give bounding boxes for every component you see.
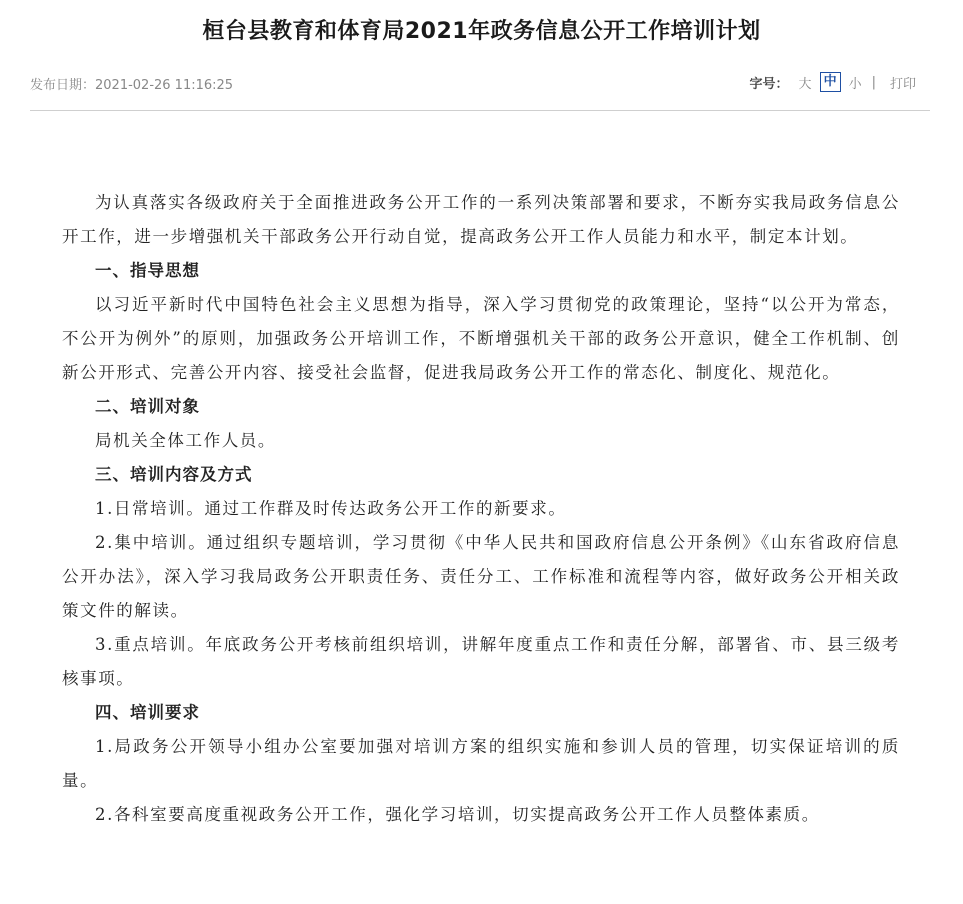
paragraph-requirements-2: 2.各科室要高度重视政务公开工作，强化学习培训，切实提高政务公开工作人员整体素质。 xyxy=(95,805,820,824)
paragraph-content-daily: 1.日常培训。通过工作群及时传达政务公开工作的新要求。 xyxy=(95,499,567,518)
print-link[interactable]: 打印 xyxy=(889,76,916,92)
toolbar-separator: | xyxy=(871,74,876,90)
article-meta-row xyxy=(30,72,930,94)
article-body xyxy=(62,186,900,832)
font-size-label: 字号： xyxy=(749,76,789,92)
paragraph-content-key: 3.重点培训。年底政务公开考核前组织培训，讲解年度重点工作和责任分解，部署省、市、县三级考核事项。 xyxy=(62,635,900,688)
paragraph-audience: 局机关全体工作人员。 xyxy=(95,431,276,450)
font-size-large-button[interactable]: 大 xyxy=(798,76,812,92)
paragraph-content-centralized: 2.集中培训。通过组织专题培训，学习贯彻《中华人民共和国政府信息公开条例》《山东省政府信息公开办法》，深入学习我局政务公开职责任务、责任分工、工作标准和流程等内容，做好政务公开相关政策文件的解读。 xyxy=(62,533,900,620)
paragraph-guiding: 以习近平新时代中国特色社会主义思想为指导，深入学习贯彻党的政策理论，坚持“以公开为常态，不公开为例外”的原则，加强政务公开培训工作，不断增强机关干部的政务公开意识，健全工作机制、创新公开形式、完善公开内容、接受社会监督，促进我局政务公开工作的常态化、制度化、规范化。 xyxy=(62,295,900,382)
section-heading-requirements: 四、培训要求 xyxy=(95,703,200,722)
article-toolbar xyxy=(750,72,916,92)
intro-paragraph: 为认真落实各级政府关于全面推进政务公开工作的一系列决策部署和要求，不断夯实我局政务信息公开工作，进一步增强机关干部政务公开行动自觉，提高政务公开工作人员能力和水平，制定本计划。 xyxy=(62,193,900,246)
font-size-medium-button[interactable]: 中 xyxy=(820,72,841,92)
section-heading-audience: 二、培训对象 xyxy=(95,397,200,416)
section-heading-content: 三、培训内容及方式 xyxy=(95,465,253,484)
header-divider xyxy=(30,110,930,111)
article-title: 桓台县教育和体育局2021年政务信息公开工作培训计划 xyxy=(202,19,761,44)
font-size-small-button[interactable]: 小 xyxy=(848,76,862,92)
publish-date: 发布日期：2021-02-26 11:16:25 xyxy=(30,78,234,93)
section-heading-guiding: 一、指导思想 xyxy=(95,261,200,280)
paragraph-requirements-1: 1.局政务公开领导小组办公室要加强对培训方案的组织实施和参训人员的管理，切实保证培训的质量。 xyxy=(62,737,900,790)
